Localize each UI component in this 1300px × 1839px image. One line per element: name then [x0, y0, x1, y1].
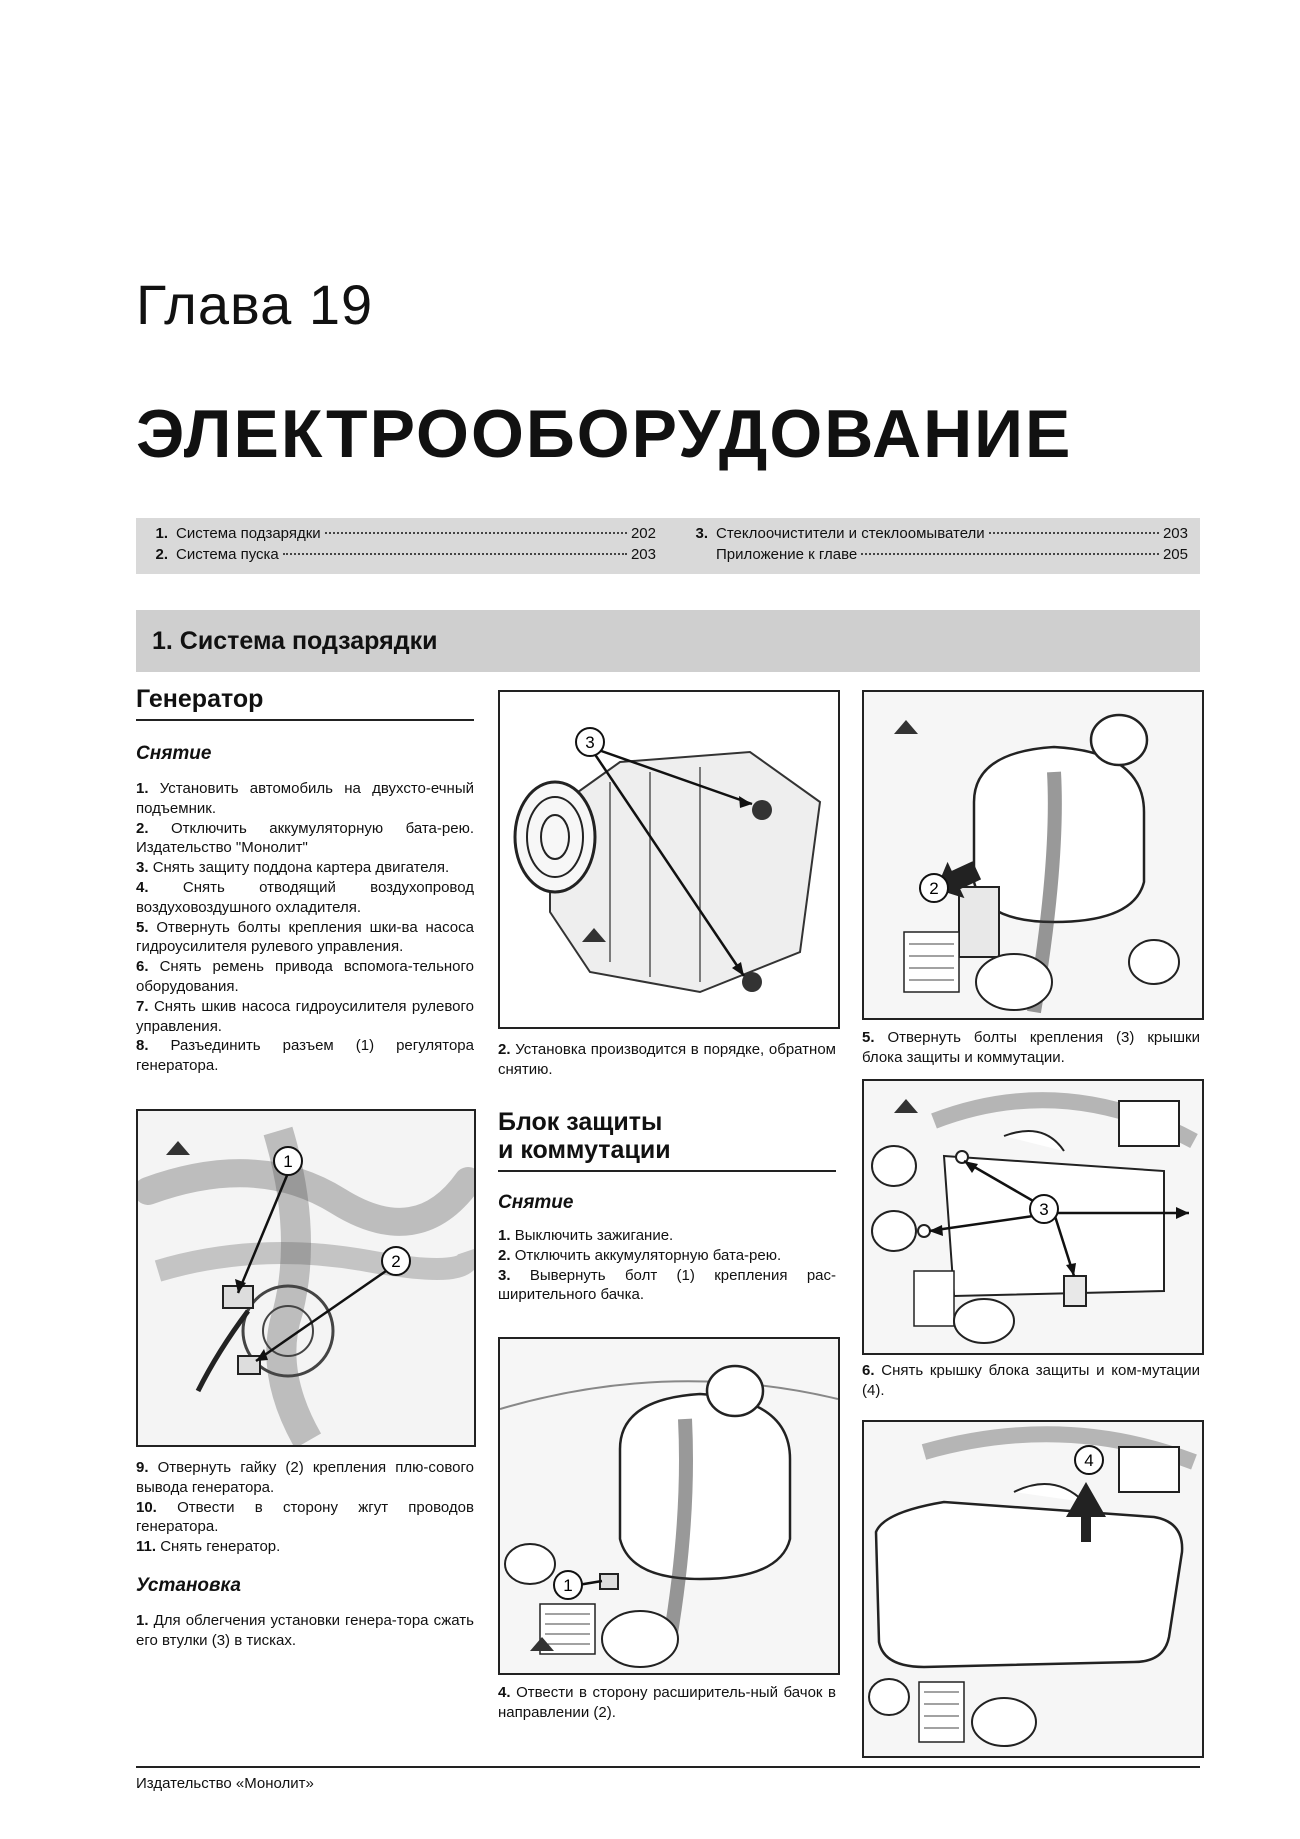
step-item: 7. Снять шкив насоса гидроусилителя рулевого управления.: [136, 997, 474, 1035]
callout-2: 2: [929, 879, 939, 898]
step-item: 8. Разъединить разъем (1) регулятора генератора.: [136, 1037, 474, 1075]
section-title: 1. Система подзарядки: [152, 627, 438, 655]
figure-generator-bushings: [498, 690, 840, 1029]
callout-1: 1: [283, 1152, 293, 1171]
step-item: 1. Выключить зажигание.: [498, 1227, 674, 1244]
chapter-title: ЭЛЕКТРООБОРУДОВАНИЕ: [136, 396, 1073, 472]
callout-2: 2: [391, 1252, 401, 1271]
table-of-contents: [136, 518, 1200, 574]
step-item: 6. Снять ремень привода вспомога-тельного оборудования.: [136, 958, 474, 995]
removal-heading: Снятие: [136, 743, 212, 764]
cover-removed-illustration: [864, 1422, 1202, 1756]
block-removal-heading: Снятие: [498, 1192, 574, 1213]
expansion-tank-illustration: [500, 1339, 838, 1673]
callout-3: 3: [585, 733, 595, 752]
step-item: 1. Для облегчения установки генера-тора сжать его втулки (3) в тисках.: [136, 1611, 474, 1649]
block-heading: Блок защиты и коммутации: [498, 1108, 836, 1172]
cover-bolts-illustration: [864, 1081, 1202, 1353]
figure-cover-bolts: [862, 1079, 1204, 1355]
step-item: 10. Отвести в сторону жгут проводов генератора.: [136, 1498, 474, 1536]
footer-divider: [136, 1766, 1200, 1768]
step-item: 2. Отключить аккумуляторную бата-рею. Издательство "Монолит": [136, 819, 474, 857]
generator-heading: Генератор: [136, 685, 474, 721]
install-heading: Установка: [136, 1574, 241, 1596]
chapter-number: Глава 19: [136, 273, 374, 336]
step-item: 2. Отключить аккумуляторную бата-рею.: [498, 1246, 782, 1264]
block-section: [498, 1108, 836, 1305]
toc-item[interactable]: 3. Стеклоочистители и стеклоомыватели 203: [695, 525, 1188, 542]
figure-tank-moved: [862, 690, 1204, 1020]
footer-publisher: Издательство «Монолит»: [136, 1775, 314, 1792]
generator-section: [136, 685, 474, 1076]
toc-item[interactable]: 2. Система пуска 203: [155, 546, 656, 563]
step-item: 3. Вывернуть болт (1) крепления рас-ширительного бачка.: [498, 1266, 836, 1304]
generator-removal-steps-cont: [136, 1458, 474, 1557]
callout-3: 3: [1039, 1200, 1049, 1219]
install-step-2: 2. Установка производится в порядке, обратном снятию.: [498, 1041, 836, 1078]
step-item: 1. Установить автомобиль на двухсто-ечный подъемник.: [136, 780, 474, 817]
step-item: 5. Отвернуть болты крепления шки-ва насоса гидроусилителя рулевого управления.: [136, 918, 474, 956]
block-step-4: 4. Отвести в сторону расширитель-ный бачок в направлении (2).: [498, 1684, 836, 1721]
generator-connector-illustration: [138, 1111, 474, 1445]
figure-expansion-tank: [498, 1337, 840, 1675]
figure-cover-removed: [862, 1420, 1204, 1758]
tank-moved-illustration: [864, 692, 1202, 1018]
block-step-5: 5. Отвернуть болты крепления (3) крышки блока защиты и коммутации.: [862, 1029, 1200, 1066]
generator-install-steps: [136, 1611, 474, 1651]
generator-removal-cont: [136, 1458, 474, 1651]
figure-generator-connector: [136, 1109, 476, 1447]
callout-4: 4: [1084, 1451, 1094, 1470]
toc-item[interactable]: Приложение к главе 205: [716, 546, 1188, 563]
step-item: 3. Снять защиту поддона картера двигателя.: [136, 859, 450, 877]
section-header: [136, 610, 1200, 672]
block-step-6: 6. Снять крышку блока защиты и ком-мутации (4).: [862, 1362, 1200, 1399]
generator-removal-steps: [136, 779, 474, 1076]
callout-1: 1: [563, 1576, 573, 1595]
generator-illustration: [500, 692, 838, 1027]
step-item: 4. Снять отводящий воздухопровод воздуховоздушного охладителя.: [136, 878, 474, 916]
block-removal-steps: [498, 1226, 836, 1305]
toc-item[interactable]: 1. Система подзарядки 202: [155, 525, 656, 542]
step-item: 9. Отвернуть гайку (2) крепления плю-сового вывода генератора.: [136, 1459, 474, 1496]
step-item: 11. Снять генератор.: [136, 1538, 281, 1556]
